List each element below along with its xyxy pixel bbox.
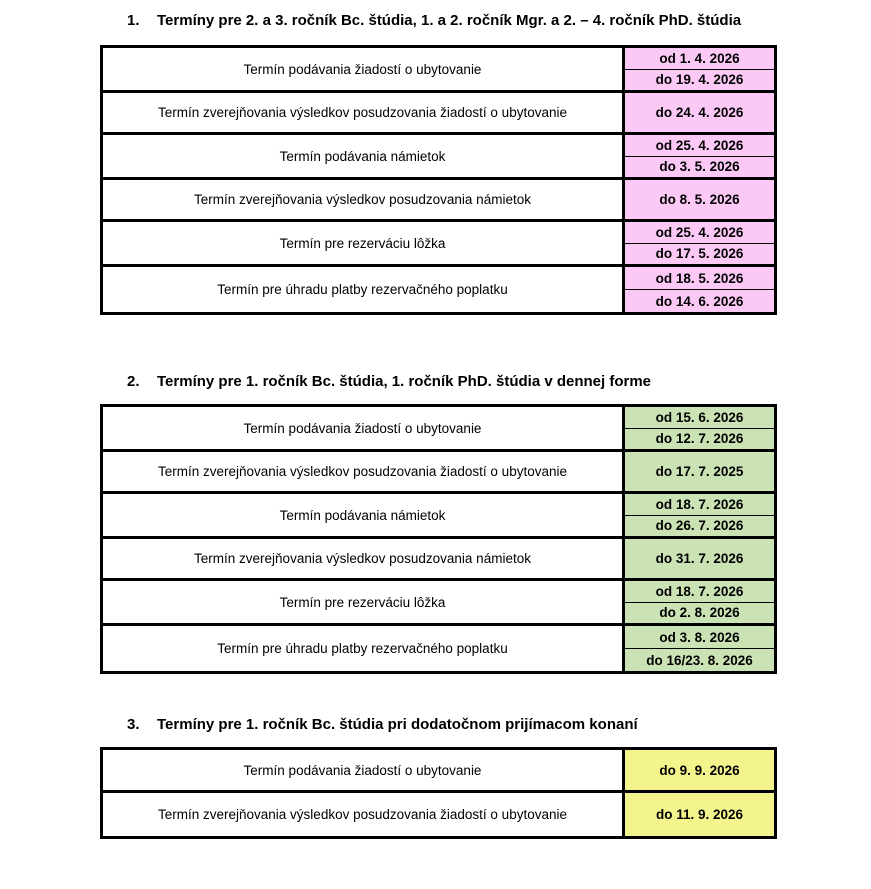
- date-cell: [625, 407, 774, 449]
- date-cell: [625, 793, 774, 836]
- date-cell: [625, 93, 774, 132]
- date-to: do 17. 7. 2025: [625, 452, 774, 491]
- date-cell: [625, 180, 774, 219]
- date-from: od 25. 4. 2026: [625, 135, 774, 156]
- date-to: do 11. 9. 2026: [625, 793, 774, 836]
- date-to: do 12. 7. 2026: [625, 428, 774, 450]
- row-label: Termín pre úhradu platby rezervačného poplatku: [103, 267, 625, 312]
- date-to: do 16/23. 8. 2026: [625, 648, 774, 671]
- date-cell: [625, 267, 774, 312]
- date-from: od 18. 7. 2026: [625, 581, 774, 602]
- section-2-table: [100, 404, 777, 674]
- section-2-number: 2.: [127, 373, 140, 390]
- date-cell: [625, 135, 774, 177]
- table-row: [103, 626, 774, 671]
- section-1-table: [100, 45, 777, 315]
- date-to: do 2. 8. 2026: [625, 602, 774, 624]
- row-label: Termín zverejňovania výsledkov posudzovania žiadostí o ubytovanie: [103, 452, 625, 491]
- date-to: do 26. 7. 2026: [625, 515, 774, 537]
- date-to: do 31. 7. 2026: [625, 539, 774, 578]
- table-row: [103, 793, 774, 836]
- date-cell: [625, 494, 774, 536]
- date-cell: [625, 626, 774, 671]
- date-cell: [625, 539, 774, 578]
- table-row: [103, 494, 774, 539]
- row-label: Termín pre rezerváciu lôžka: [103, 581, 625, 623]
- date-to: do 8. 5. 2026: [625, 180, 774, 219]
- table-row: [103, 452, 774, 494]
- date-from: od 1. 4. 2026: [625, 48, 774, 69]
- date-from: od 18. 7. 2026: [625, 494, 774, 515]
- date-to: do 3. 5. 2026: [625, 156, 774, 178]
- date-to: do 19. 4. 2026: [625, 69, 774, 91]
- date-cell: [625, 452, 774, 491]
- row-label: Termín podávania žiadostí o ubytovanie: [103, 750, 625, 790]
- row-label: Termín pre rezerváciu lôžka: [103, 222, 625, 264]
- section-3-heading: [127, 715, 871, 734]
- table-row: [103, 407, 774, 452]
- section-2-heading: [127, 372, 871, 391]
- date-to: do 14. 6. 2026: [625, 289, 774, 312]
- row-label: Termín podávania žiadostí o ubytovanie: [103, 407, 625, 449]
- row-label: Termín zverejňovania výsledkov posudzovania žiadostí o ubytovanie: [103, 93, 625, 132]
- table-row: [103, 135, 774, 180]
- date-from: od 25. 4. 2026: [625, 222, 774, 243]
- section-3-number: 3.: [127, 716, 140, 733]
- section-2-title: Termíny pre 1. ročník Bc. štúdia, 1. ročník PhD. štúdia v dennej forme: [157, 373, 652, 390]
- table-row: [103, 581, 774, 626]
- date-from: od 15. 6. 2026: [625, 407, 774, 428]
- date-cell: [625, 581, 774, 623]
- section-3-table: [100, 747, 777, 839]
- row-label: Termín zverejňovania výsledkov posudzovania námietok: [103, 539, 625, 578]
- section-1-number: 1.: [127, 12, 140, 29]
- table-row: [103, 267, 774, 312]
- section-1-title: Termíny pre 2. a 3. ročník Bc. štúdia, 1. a 2. ročník Mgr. a 2. – 4. ročník PhD. štúdia: [157, 12, 742, 29]
- date-to: do 24. 4. 2026: [625, 93, 774, 132]
- section-1-heading: [127, 11, 871, 30]
- date-cell: [625, 222, 774, 264]
- date-cell: [625, 750, 774, 790]
- date-from: od 3. 8. 2026: [625, 626, 774, 648]
- table-row: [103, 48, 774, 93]
- date-cell: [625, 48, 774, 90]
- table-row: [103, 180, 774, 222]
- date-to: do 17. 5. 2026: [625, 243, 774, 265]
- row-label: Termín podávania námietok: [103, 135, 625, 177]
- table-row: [103, 222, 774, 267]
- row-label: Termín zverejňovania výsledkov posudzovania námietok: [103, 180, 625, 219]
- section-3-title: Termíny pre 1. ročník Bc. štúdia pri dodatočnom prijímacom konaní: [157, 716, 638, 733]
- table-row: [103, 539, 774, 581]
- table-row: [103, 750, 774, 793]
- row-label: Termín podávania námietok: [103, 494, 625, 536]
- row-label: Termín zverejňovania výsledkov posudzovania žiadostí o ubytovanie: [103, 793, 625, 836]
- table-row: [103, 93, 774, 135]
- row-label: Termín podávania žiadostí o ubytovanie: [103, 48, 625, 90]
- date-from: od 18. 5. 2026: [625, 267, 774, 289]
- date-to: do 9. 9. 2026: [625, 750, 774, 790]
- row-label: Termín pre úhradu platby rezervačného poplatku: [103, 626, 625, 671]
